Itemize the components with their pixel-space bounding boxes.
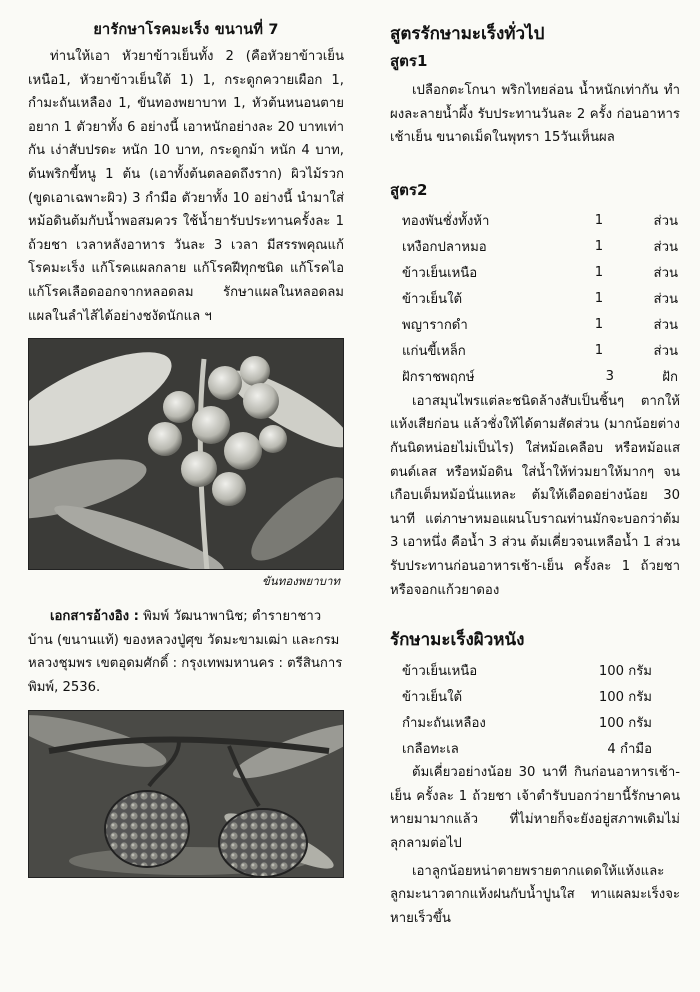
photo1-caption: ขันทองพยาบาท — [262, 574, 340, 589]
fruit-cluster-illustration — [29, 339, 344, 570]
ingredient-name: ฝักราชพฤกษ์ — [402, 370, 475, 386]
ingredient-name: ข้าวเย็นใต้ — [402, 292, 463, 308]
ingredient-unit: ฝัก — [662, 370, 678, 386]
ingredient-qty: 1 — [594, 213, 604, 229]
table-row — [390, 657, 680, 683]
ingredient-name: เหงือกปลาหมอ — [402, 240, 487, 256]
table-row — [390, 338, 680, 364]
ingredient-qty: 1 — [594, 317, 604, 333]
table-row — [390, 364, 680, 390]
ingredient-name: ทองพันชั่งทั้งห้า — [402, 214, 490, 230]
recipe-7-body: ท่านให้เอา หัวยาข้าวเย็นทั้ง 2 (คือหัวยาข้าวเย็นเหนือ1, หัวยาข้าวเย็นใต้ 1) 1, กระดูกควายเผือก 1, กำมะถันเหลือง 1, ขันทองพยาบาท 1, หัวต้นหนอนตายอยาก 1 ตัวยาทั้ง 6 อย่างนี้ เอาหนักอย่างละ 20 บาทเท่ากัน เง่าสับปรดะ หนัก 10 บาท, กระดูกม้า หนัก 4 บาท, ต้นพริกขี้หนู 1 ต้น (เอาทั้งต้นตลอดถึงราก) ผิวไม้รวก (ขูดเอาเฉพาะผิว) 3 กำมือ ตัวยาทั้ง 10 อย่างนี้ นำมาใส่หม้อดินต้มกับน้ำพอสมควร ใช้น้ำยารับประทานครั้งละ 1 ถ้วยชา เวลาหลังอาหาร วันละ 3 เวลา มีสรรพคุณแก้โรคมะเร็ง แก้โรคแผลกลาย แก้โรคฝีทุกชนิด แก้โรคไอ แก้โรคเลือดออกจากหลอดลม รักษาแผลในหลอดลม แผลในลำไส้ได้อย่างชงัดนักแล ฯ — [28, 49, 344, 324]
ingredient-name: ข้าวเย็นใต้ — [402, 689, 463, 705]
ingredient-unit: ส่วน — [653, 266, 678, 282]
table-row — [390, 260, 680, 286]
table-row — [390, 286, 680, 312]
ingredient-qty: 100 กรัม — [598, 663, 652, 679]
left-column — [28, 18, 344, 878]
formula2-title: สูตร2 — [390, 180, 428, 199]
custard-apple-photo — [28, 710, 344, 878]
table-row — [390, 234, 680, 260]
skin-cancer-heading: รักษามะเร็งผิวหนัง — [390, 630, 525, 651]
table-row — [390, 312, 680, 338]
recipe-7-heading: ยารักษาโรคมะเร็ง ขนานที่ 7 — [93, 22, 279, 38]
ingredient-qty: 3 — [605, 369, 614, 385]
reference-paragraph — [28, 605, 344, 699]
table-row — [390, 735, 680, 761]
khan-thong-phayabat-photo — [28, 338, 344, 570]
ingredient-unit: ส่วน — [653, 240, 678, 256]
formula2-ingredients-table — [390, 208, 680, 390]
ingredient-unit: ส่วน — [653, 292, 678, 308]
ingredient-qty: 1 — [594, 239, 604, 255]
skin-text-2: เอาลูกน้อยหน่าตายพรายตากแดดให้แห้งและลูกมะนาวตากแห้งฝนกับน้ำปูนใส ทาแผลมะเร็งจะหายเร็วขึ้น — [390, 863, 680, 926]
table-row — [390, 683, 680, 709]
reference-text: พิมพ์ วัฒนาพานิช; ตำรายาชาวบ้าน (ขนานแท้) ของหลวงปู่ศุข วัดมะขามเฒ่า และกรมหลวงชุมพร เขตอุดมศักดิ์ : กรุงเทพมหานคร : ตรีสินการพิมพ์, 2536. — [28, 609, 343, 695]
skin-text: ต้มเคี่ยวอย่างน้อย 30 นาที กินก่อนอาหารเช้า-เย็น ครั้งละ 1 ถ้วยชา เจ้าตำรับบอกว่ายานี้รักษาคนหายมามากแล้ว ที่ไม่หายก็จะยังอยู่สภาพเดิมไม่ลุกลามต่อไป — [390, 765, 680, 851]
ingredient-name: ข้าวเย็นเหนือ — [402, 266, 478, 282]
ingredient-qty: 100 กรัม — [598, 715, 652, 731]
table-row — [390, 208, 680, 234]
ingredient-qty: 1 — [594, 291, 604, 307]
ingredient-qty: 100 กรัม — [598, 689, 652, 705]
ingredient-name: พญารากดำ — [402, 318, 468, 334]
reference-label: เอกสารอ้างอิง : — [50, 609, 139, 625]
ingredient-qty: 1 — [594, 265, 604, 281]
formula2-text: เอาสมุนไพรแต่ละชนิดล้างสับเป็นชิ้นๆ ตากให้แห้งเสียก่อน แล้วชั่งให้ได้ตามสัดส่วน (มากน้อยต่างกันนิดหน่อยไม่เป็นไร) ใส่หม้อเคลือบ หรือหม้อแสตนด์เลส หรือหม้อดิน ใส่น้ำให้ท่วมยาให้มากๆ จนเกือบเต็มหม้อนั่นแหละ ต้มให้เดือดอย่างน้อย 30 นาที แต่ภาษาหมอแผนโบราณท่านมักจะบอกว่าต้ม 3 เอาหนึ่ง คือน้ำ 3 ส่วน ต้มเคี่ยวจนเหลือน้ำ 1 ส่วน รับประทานก่อนอาหารเช้า-เย็น ครั้งละ 1 ถ้วยชาหรือจอกแก้วยาดอง — [390, 393, 680, 598]
ingredient-unit: ส่วน — [653, 214, 678, 230]
table-row — [390, 709, 680, 735]
custard-apple-illustration — [29, 711, 344, 878]
right-column — [390, 20, 680, 930]
general-cancer-heading: สูตรรักษามะเร็งทั่วไป — [390, 24, 545, 44]
ingredient-unit: ส่วน — [653, 344, 678, 360]
ingredient-unit: ส่วน — [653, 318, 678, 334]
formula1-text: เปลือกตะโกนา พริกไทยล่อน น้ำหนักเท่ากัน ทำผงละลายน้ำผึ้ง รับประทานวันละ 2 ครั้ง ก่อนอาหารเช้าเย็น ขนาดเม็ดในพุทรา 15วันเห็นผล — [390, 83, 680, 146]
ingredient-qty: 1 — [594, 343, 604, 359]
ingredient-name: ข้าวเย็นเหนือ — [402, 663, 478, 679]
ingredient-name: กำมะถันเหลือง — [402, 715, 486, 731]
ingredient-name: เกลือทะเล — [402, 741, 459, 757]
skin-ingredients-table — [390, 657, 680, 761]
formula1-title: สูตร1 — [390, 52, 428, 70]
ingredient-qty: 4 กำมือ — [607, 741, 652, 757]
ingredient-name: แก่นขี้เหล็ก — [402, 344, 466, 360]
